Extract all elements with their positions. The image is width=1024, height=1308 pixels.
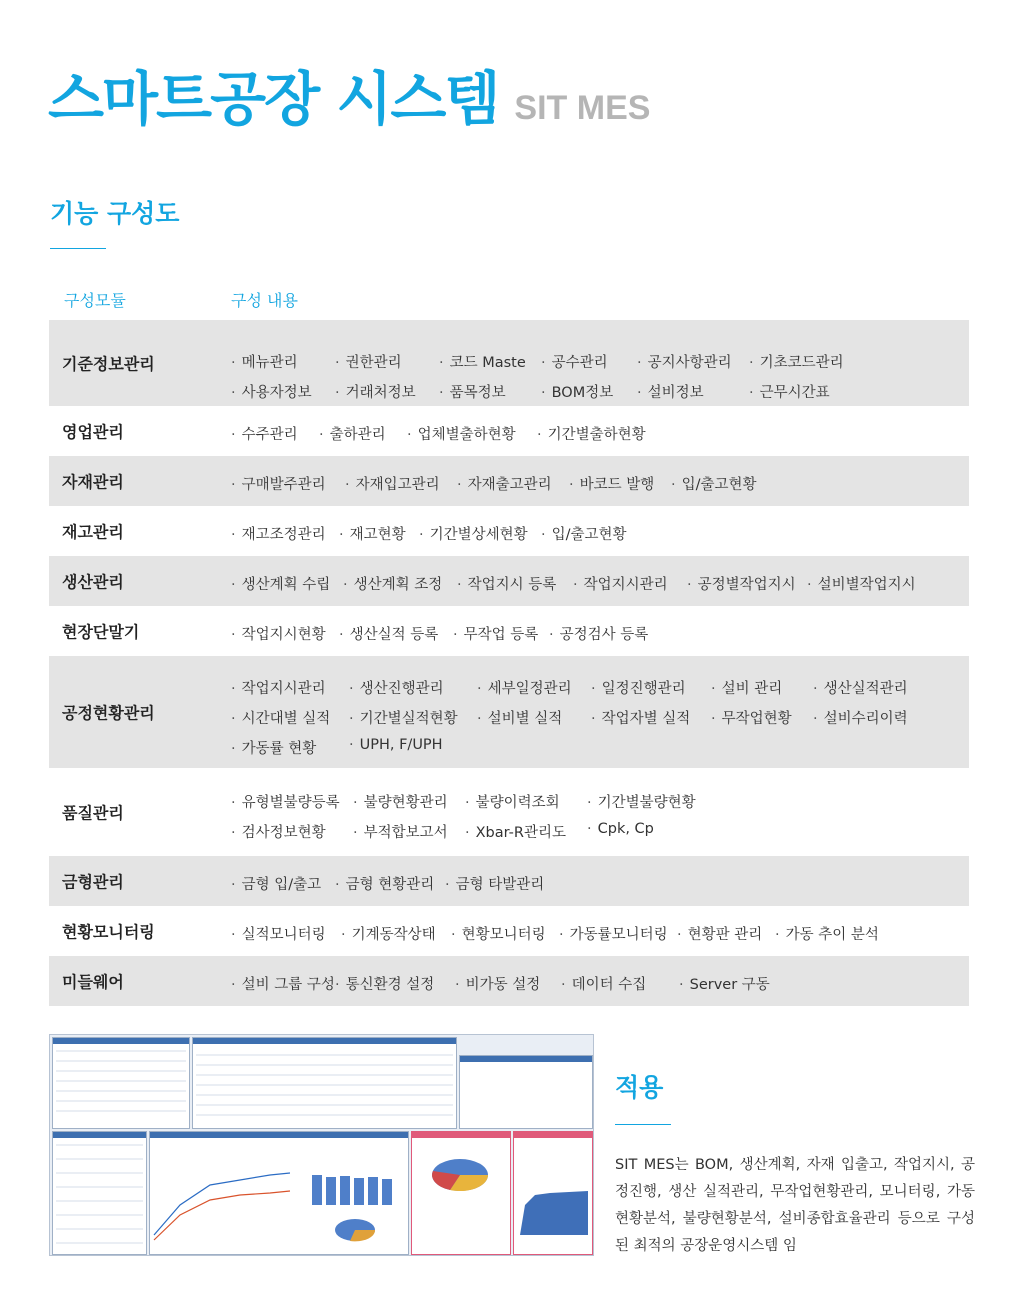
module-item: · 품목정보	[439, 381, 506, 402]
module-item: · 구매발주관리	[231, 473, 326, 494]
module-item: · 기초코드관리	[749, 351, 844, 372]
module-row	[49, 506, 969, 556]
module-row	[49, 856, 969, 906]
module-item: · 시간대별 실적	[231, 707, 330, 728]
module-row	[49, 906, 969, 956]
module-item: · 일정진행관리	[591, 677, 686, 698]
module-label: 미들웨어	[62, 972, 124, 992]
module-item: · 무작업 등록	[453, 623, 538, 644]
module-label: 품질관리	[62, 803, 124, 823]
module-row	[49, 456, 969, 506]
module-item: · 코드 Maste	[439, 351, 526, 372]
module-item: · 설비정보	[637, 381, 704, 402]
module-item: · 불량이력조회	[465, 791, 560, 812]
module-row	[49, 656, 969, 768]
module-item: · 출하관리	[319, 423, 386, 444]
module-item: · 가동률 현황	[231, 737, 316, 758]
module-label: 기준정보관리	[62, 354, 155, 374]
column-header-module: 구성모듈	[64, 291, 126, 310]
module-item: · UPH, F/UPH	[349, 737, 443, 753]
module-item: · 거래처정보	[335, 381, 416, 402]
module-item: · 무작업현황	[711, 707, 792, 728]
module-item: · 데이터 수집	[561, 973, 646, 994]
module-item: · 설비 그룹 구성	[231, 973, 335, 994]
section-title: 기능 구성도	[50, 199, 180, 228]
apply-divider	[615, 1124, 671, 1125]
module-item: · 기간별불량현황	[587, 791, 696, 812]
module-item: · 생산실적 등록	[339, 623, 438, 644]
module-item: · 재고조정관리	[231, 523, 326, 544]
module-item: · 설비별 실적	[477, 707, 562, 728]
module-item: · 바코드 발행	[569, 473, 654, 494]
module-row	[49, 768, 969, 856]
module-item: · 생산계획 조정	[343, 573, 442, 594]
module-item: · 설비수리이력	[813, 707, 908, 728]
module-item: · 입/출고현황	[541, 523, 627, 544]
section-divider	[50, 248, 106, 249]
module-item: · 금형 타발관리	[445, 873, 544, 894]
module-item: · 공정별작업지시	[687, 573, 796, 594]
module-item: · BOM정보	[541, 381, 613, 402]
module-item: · 금형 입/출고	[231, 873, 321, 894]
module-item: · 작업자별 실적	[591, 707, 690, 728]
module-label: 현황모니터링	[62, 922, 155, 942]
screenshot-graphics	[50, 1035, 594, 1256]
page-title	[48, 52, 650, 136]
module-item: · 불량현황관리	[353, 791, 448, 812]
module-item: · 세부일정관리	[477, 677, 572, 698]
module-item: · 가동 추이 분석	[775, 923, 879, 944]
module-item: · Server 구동	[679, 973, 770, 994]
module-item: · 재고현황	[339, 523, 406, 544]
module-item: · Cpk, Cp	[587, 821, 654, 837]
module-item: · 권한관리	[335, 351, 402, 372]
module-item: · 자재입고관리	[345, 473, 440, 494]
module-item: · 설비 관리	[711, 677, 782, 698]
module-item: · 생산실적관리	[813, 677, 908, 698]
module-table	[49, 320, 969, 1006]
module-item: · 유형별불량등록	[231, 791, 340, 812]
module-item: · 현황판 관리	[677, 923, 762, 944]
module-label: 자재관리	[62, 472, 124, 492]
module-item: · 설비별작업지시	[807, 573, 916, 594]
module-item: · 생산계획 수립	[231, 573, 330, 594]
module-item: · 공수관리	[541, 351, 608, 372]
module-item: · 기간별출하현황	[537, 423, 646, 444]
module-item: · 검사정보현황	[231, 821, 326, 842]
module-row	[49, 956, 969, 1006]
module-item: · 기간별실적현황	[349, 707, 458, 728]
module-item: · 작업지시 등록	[457, 573, 556, 594]
module-item: · 메뉴관리	[231, 351, 298, 372]
screenshot-collage	[49, 1034, 594, 1256]
module-label: 공정현황관리	[62, 703, 155, 723]
module-item: · 실적모니터링	[231, 923, 326, 944]
module-item: · 작업지시관리	[231, 677, 326, 698]
module-item: · 생산진행관리	[349, 677, 444, 698]
module-label: 생산관리	[62, 572, 124, 592]
module-label: 영업관리	[62, 422, 124, 442]
module-item: · 공정검사 등록	[549, 623, 648, 644]
module-item: · Xbar-R관리도	[465, 821, 566, 842]
module-item: · 가동률모니터링	[559, 923, 668, 944]
module-item: · 작업지시관리	[573, 573, 668, 594]
module-label: 현장단말기	[62, 622, 140, 642]
title-sub: SIT MES	[514, 89, 651, 127]
column-header-content: 구성 내용	[231, 291, 298, 310]
module-label: 재고관리	[62, 522, 124, 542]
module-item: · 기간별상세현황	[419, 523, 528, 544]
module-row	[49, 606, 969, 656]
module-item: · 업체별출하현황	[407, 423, 516, 444]
module-item: · 작업지시현황	[231, 623, 326, 644]
module-item: · 금형 현황관리	[335, 873, 434, 894]
module-item: · 비가동 설정	[455, 973, 540, 994]
apply-description: SIT MES는 BOM, 생산계획, 자재 입출고, 작업지시, 공정진행, 생산 실적관리, 무작업현황관리, 모니터링, 가동현황분석, 불량현황분석, 설비종합효율관리 등으로 구성된 최적의 공장운영시스템 임	[615, 1157, 975, 1254]
module-item: · 입/출고현황	[671, 473, 757, 494]
module-item: · 수주관리	[231, 423, 298, 444]
title-main: 스마트공장 시스템	[48, 65, 499, 133]
module-item: · 현황모니터링	[451, 923, 546, 944]
module-item: · 통신환경 설정	[335, 973, 434, 994]
module-item: · 공지사항관리	[637, 351, 732, 372]
module-item: · 부적합보고서	[353, 821, 448, 842]
apply-title: 적용	[615, 1073, 664, 1102]
module-label: 금형관리	[62, 872, 124, 892]
module-row	[49, 556, 969, 606]
module-item: · 사용자정보	[231, 381, 312, 402]
module-item: · 기계동작상태	[341, 923, 436, 944]
module-row	[49, 406, 969, 456]
module-item: · 근무시간표	[749, 381, 830, 402]
module-row	[49, 320, 969, 406]
module-item: · 자재출고관리	[457, 473, 552, 494]
